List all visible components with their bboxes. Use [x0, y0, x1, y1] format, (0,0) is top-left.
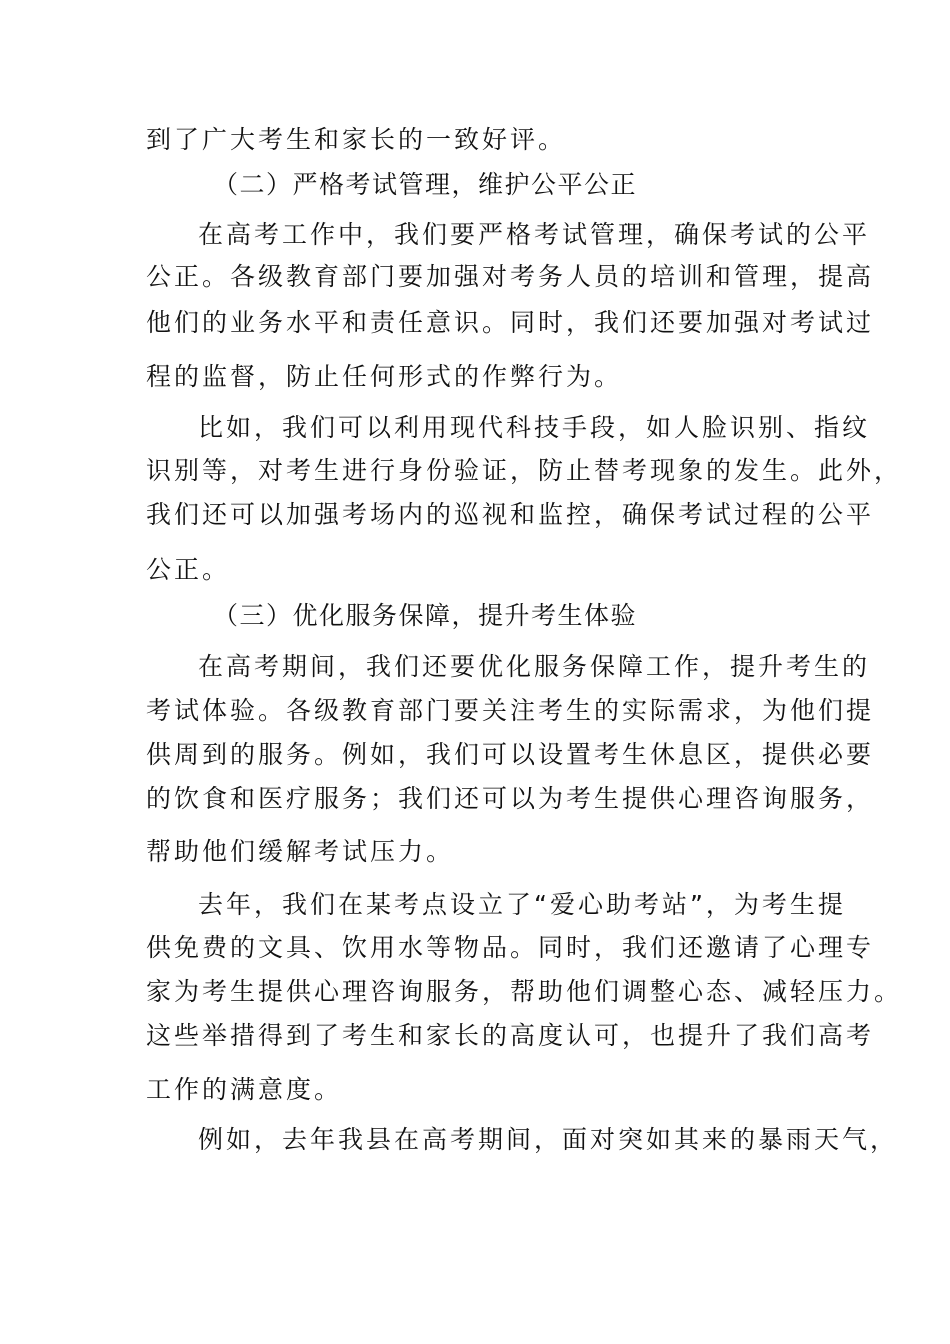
paragraph-line: 公正。	[146, 555, 231, 584]
paragraph-line: 的饮食和医疗服务；我们还可以为考生提供心理咨询服务，	[146, 784, 875, 813]
section-heading: （三）优化服务保障，提升考生体验	[213, 601, 638, 630]
paragraph-line: 例如，去年我县在高考期间，面对突如其来的暴雨天气，	[198, 1125, 899, 1154]
paragraph-line: 这些举措得到了考生和家长的高度认可，也提升了我们高考	[146, 1021, 875, 1050]
paragraph-line: 程的监督，防止任何形式的作弊行为。	[146, 362, 623, 391]
paragraph-line: 他们的业务水平和责任意识。同时，我们还要加强对考试过	[146, 308, 875, 337]
paragraph-line: 家为考生提供心理咨询服务，帮助他们调整心态、减轻压力。	[146, 977, 903, 1006]
paragraph-line: 在高考工作中，我们要严格考试管理，确保考试的公平	[198, 220, 871, 249]
paragraph-line: 到了广大考生和家长的一致好评。	[146, 125, 567, 154]
paragraph-line: 比如，我们可以利用现代科技手段，如人脸识别、指纹	[198, 413, 871, 442]
paragraph-line: 公正。各级教育部门要加强对考务人员的培训和管理，提高	[146, 262, 875, 291]
paragraph-line: 考试体验。各级教育部门要关注考生的实际需求，为他们提	[146, 696, 875, 725]
paragraph-line: 供周到的服务。例如，我们可以设置考生休息区，提供必要	[146, 740, 875, 769]
paragraph-line: 供免费的文具、饮用水等物品。同时，我们还邀请了心理专	[146, 933, 875, 962]
paragraph-line: 在高考期间，我们还要优化服务保障工作，提升考生的	[198, 652, 871, 681]
paragraph-line: 去年，我们在某考点设立了“爱心助考站”，为考生提	[198, 890, 846, 919]
section-heading: （二）严格考试管理，维护公平公正	[213, 170, 638, 199]
paragraph-line: 我们还可以加强考场内的巡视和监控，确保考试过程的公平	[146, 500, 875, 529]
paragraph-line: 工作的满意度。	[146, 1075, 343, 1104]
paragraph-line: 识别等，对考生进行身份验证，防止替考现象的发生。此外，	[146, 456, 903, 485]
paragraph-line: 帮助他们缓解考试压力。	[146, 837, 455, 866]
